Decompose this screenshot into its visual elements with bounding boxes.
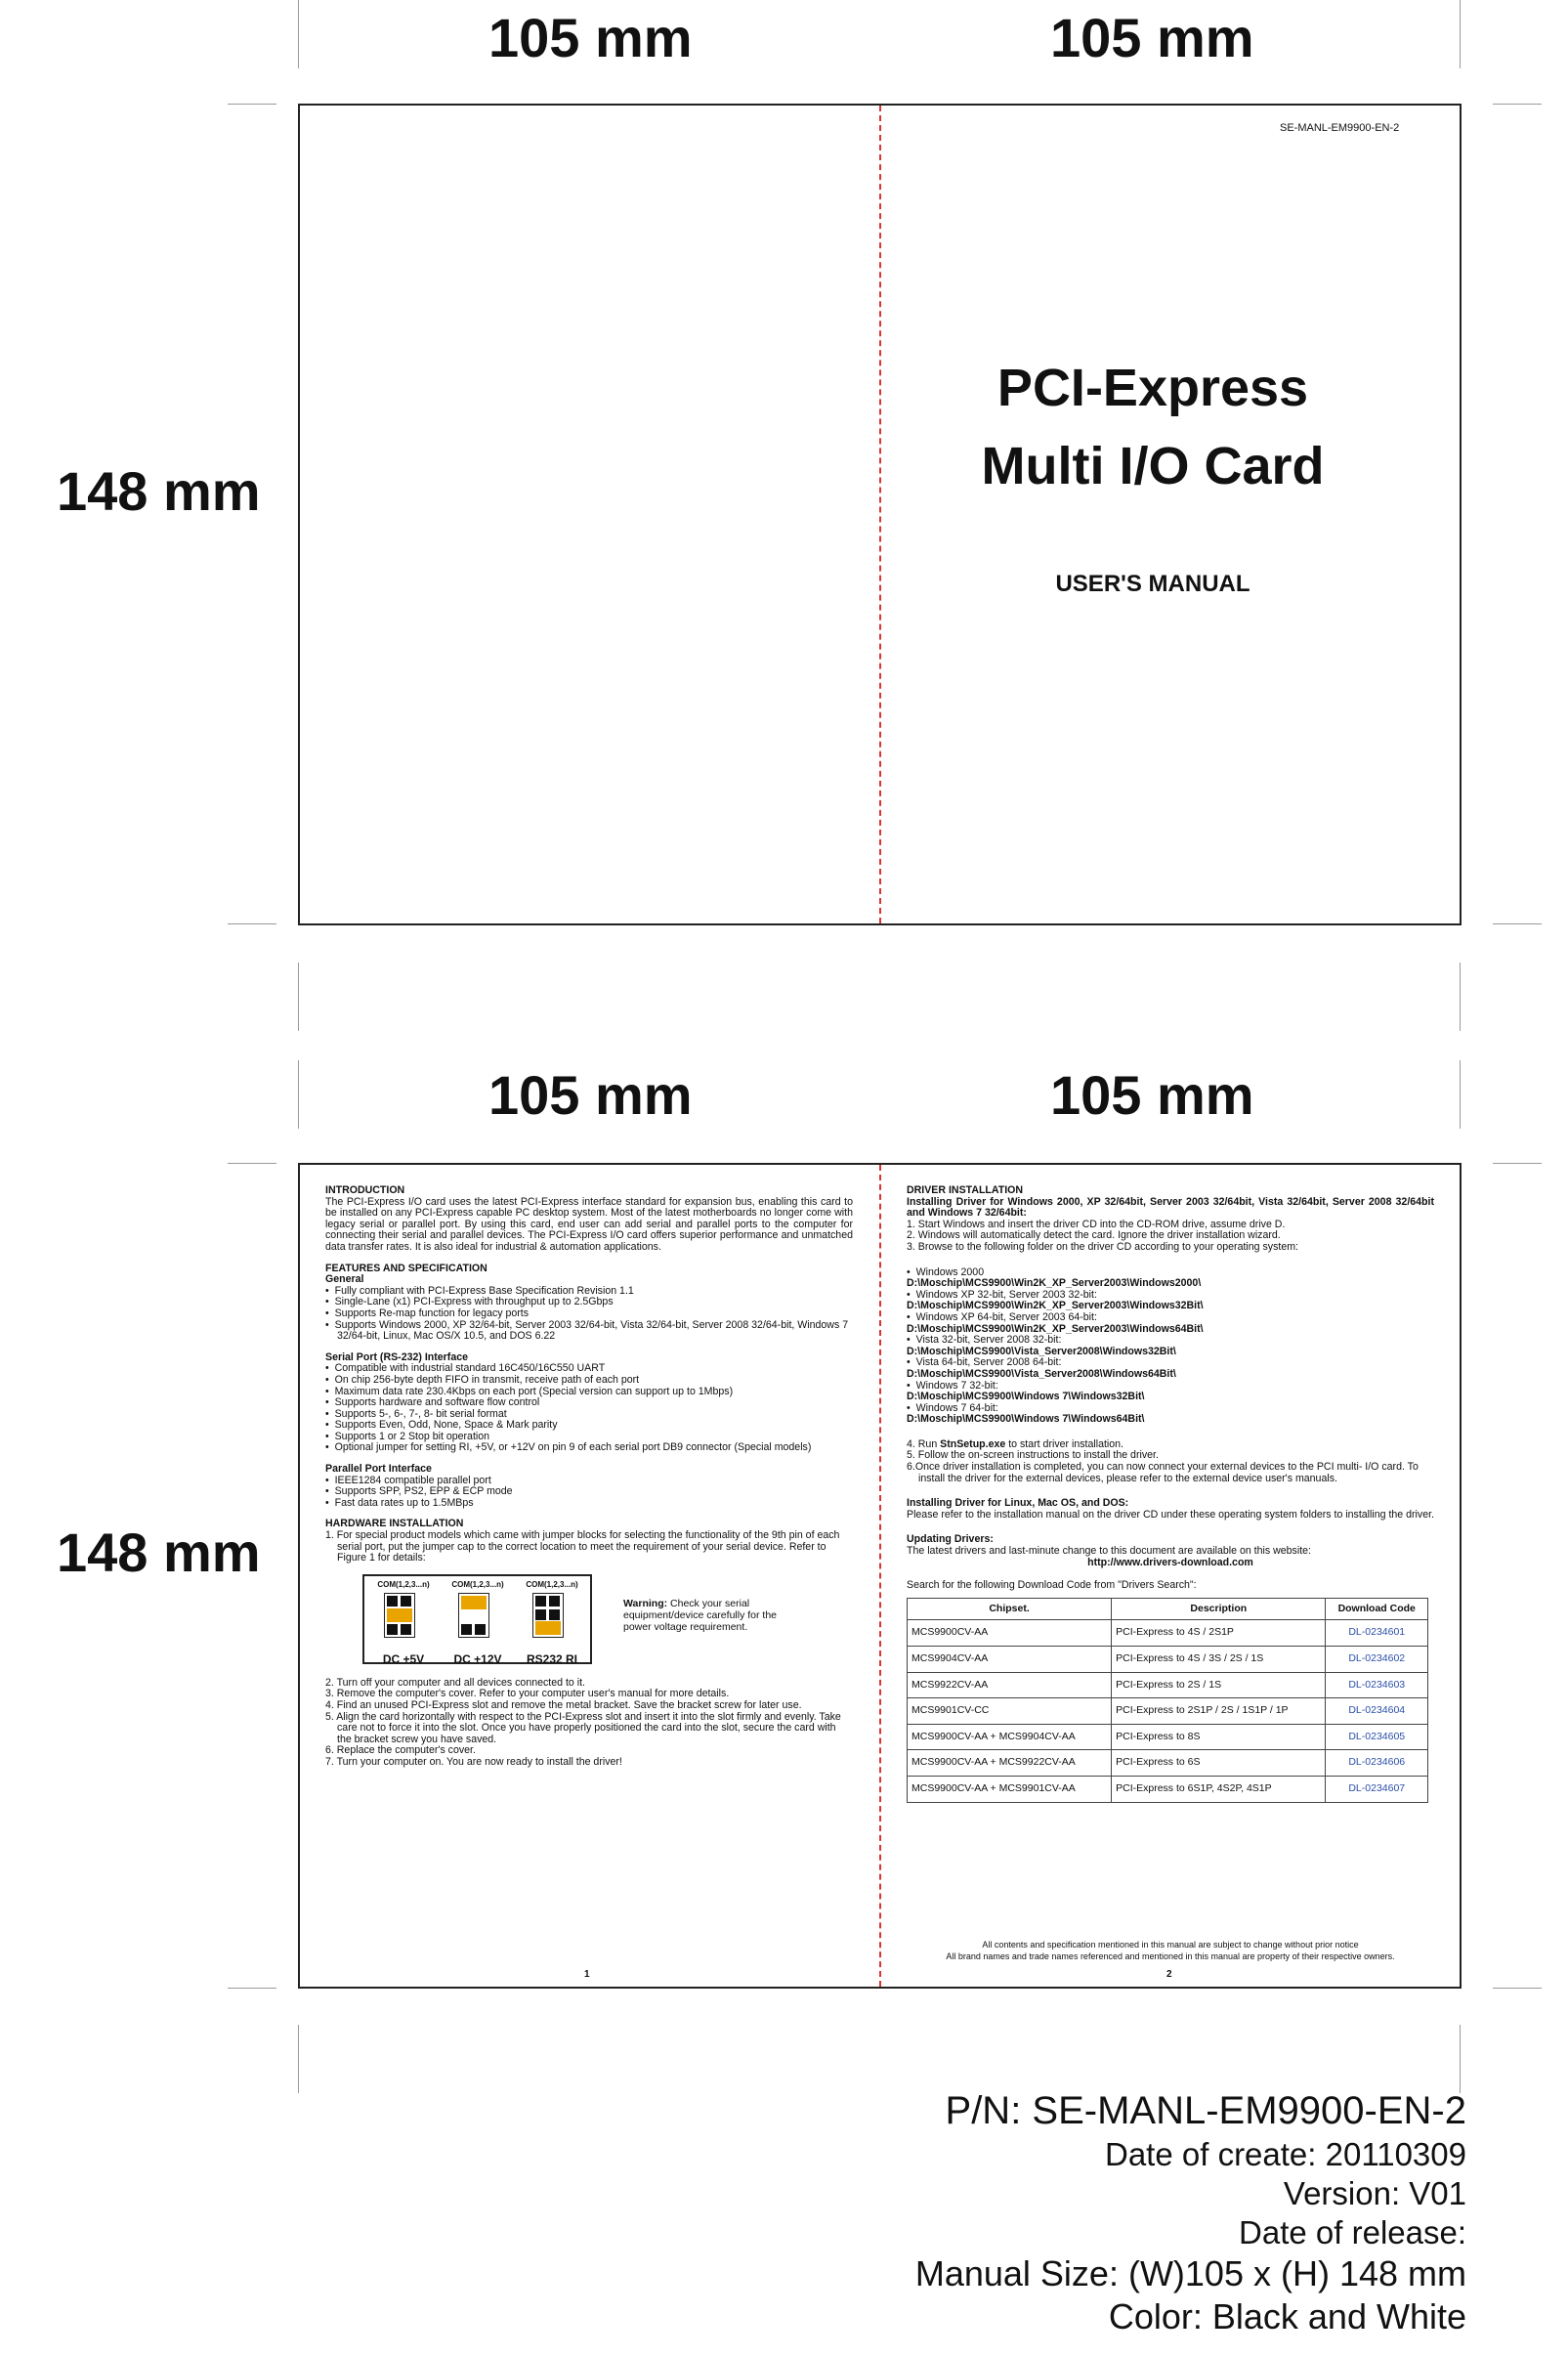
column-header: Download Code [1326,1598,1428,1620]
width-label-top-left: 105 mm [488,7,693,68]
general-item: • Supports Windows 2000, XP 32/64-bit, Server 2003 32/64-bit, Vista 32/64-bit, Server 2008 32/64-bit, Windows 7 32/64-bit, Linux, Mac OS/X 10.5, and DOS 6.22 [325,1320,853,1343]
search-text: Search for the following Download Code from "Drivers Search": [907,1579,1197,1592]
description-cell: PCI-Express to 2S / 1S [1112,1672,1326,1698]
os-path: D:\Moschip\MCS9900\Vista_Server2008\Windows64Bit\ [907,1367,1176,1380]
cover-title-line2: Multi I/O Card [981,437,1325,495]
jumper-header: COM(1,2,3...n) [526,1579,578,1589]
table-row [908,1724,1428,1750]
step4-suffix: to start driver installation. [1005,1437,1123,1450]
disclaimer [899,1939,1442,1962]
disclaimer-line: All brand names and trade names referenced and mentioned in this manual are property of their respective owners. [946,1951,1395,1961]
date-of-create: Date of create: 20110309 [1105,2136,1466,2172]
parallel-item: • Fast data rates up to 1.5MBps [325,1498,853,1510]
os-name: • Windows 7 32-bit: [907,1381,1434,1393]
install-step-6: 6.Once driver installation is completed, you can now connect your external devices to the PCI multi- I/O card. To install the driver for the external devices, please refer to the external device user's manuals. [907,1461,1419,1484]
update-text: The latest drivers and last-minute change to this document are available on this website: [907,1545,1311,1558]
windows-driver-heading: Installing Driver for Windows 2000, XP 32/64bit, Server 2003 32/64bit, Vista 32/64bit, Server 2008 32/64bit and Windows 7 32/64bit: [907,1195,1434,1220]
os-name: • Windows 2000 [907,1267,1434,1279]
crop-mark [228,104,276,105]
download-code-cell: DL-0234603 [1326,1672,1428,1698]
chipset-cell: MCS9900CV-AA [908,1620,1112,1647]
table-row [908,1620,1428,1647]
description-cell: PCI-Express to 2S1P / 2S / 1S1P / 1P [1112,1698,1326,1725]
page-1 [325,1185,853,1967]
part-number: P/N: SE-MANL-EM9900-EN-2 [945,2089,1466,2132]
serial-heading: Serial Port (RS-232) Interface [325,1350,469,1363]
update-url[interactable]: http://www.drivers-download.com [1087,1556,1253,1568]
hardware-step: 7. Turn your computer on. You are now ready to install the driver! [325,1755,622,1768]
os-path: D:\Moschip\MCS9900\Win2K_XP_Server2003\Windows32Bit\ [907,1300,1204,1312]
os-name: • Windows 7 64-bit: [907,1403,1434,1415]
jumper-label: DC +5V [382,1652,425,1667]
chipset-cell: MCS9900CV-AA + MCS9904CV-AA [908,1724,1112,1750]
serial-item: • Optional jumper for setting RI, +5V, or +12V on pin 9 of each serial port DB9 connector (Special models) [325,1442,853,1454]
jumper-label: DC +12V [453,1652,502,1667]
jumper-pins-icon [384,1593,415,1638]
crop-mark [1460,963,1461,1031]
column-header: Chipset. [908,1598,1112,1620]
height-label-bottom: 148 mm [57,1521,261,1583]
os-name: • Windows XP 64-bit, Server 2003 64-bit: [907,1312,1434,1324]
serial-item: • Supports 5-, 6-, 7-, 8- bit serial format [325,1409,853,1421]
parallel-item: • IEEE1284 compatible parallel port [325,1476,853,1487]
os-path: D:\Moschip\MCS9900\Vista_Server2008\Windows32Bit\ [907,1345,1176,1357]
jumper-header: COM(1,2,3...n) [377,1579,430,1589]
column-header: Description [1112,1598,1326,1620]
cover-subtitle: USER'S MANUAL [1055,571,1250,597]
os-name: • Windows XP 32-bit, Server 2003 32-bit: [907,1290,1434,1302]
download-code-cell: DL-0234605 [1326,1724,1428,1750]
download-code-cell: DL-0234602 [1326,1647,1428,1673]
manual-size: Manual Size: (W)105 x (H) 148 mm [914,2253,1466,2293]
warning-label: Warning: [623,1597,668,1609]
description-cell: PCI-Express to 6S1P, 4S2P, 4S1P [1112,1776,1326,1802]
description-cell: PCI-Express to 6S [1112,1750,1326,1777]
warning-note [623,1598,799,1633]
hardware-step: 4. Find an unused PCI-Express slot and remove the metal bracket. Save the bracket screw for later use. [325,1699,802,1711]
jumper-pins-icon [532,1593,564,1638]
table-row [908,1672,1428,1698]
chipset-cell: MCS9900CV-AA + MCS9901CV-AA [908,1776,1112,1802]
hardware-step: 3. Remove the computer's cover. Refer to your computer user's manual for more details. [325,1688,730,1700]
cover-title-line1: PCI-Express [996,359,1309,417]
crop-mark [1493,104,1542,105]
setup-exe-name: StnSetup.exe [940,1437,1006,1450]
jumper-label: RS232 RI [526,1652,578,1667]
fold-line-cover [879,106,881,923]
os-path: D:\Moschip\MCS9900\Win2K_XP_Server2003\Windows2000\ [907,1277,1202,1290]
page-2 [907,1185,1434,1967]
width-label-bottom-left: 105 mm [488,1064,693,1126]
crop-mark [228,1988,276,1989]
install-step-5: 5. Follow the on-screen instructions to install the driver. [907,1449,1159,1462]
general-item: • Supports Re-map function for legacy ports [325,1308,853,1320]
cover-part-code: SE-MANL-EM9900-EN-2 [1280,122,1400,134]
hardware-step: 5. Align the card horizontally with respect to the PCI-Express slot and insert it into the slot firmly and evenly. Take care not to force it into the slot. Once you have properly positioned the card into the slot, secure the card with the bracket screw you have saved. [325,1710,841,1745]
general-item: • Fully compliant with PCI-Express Base Specification Revision 1.1 [325,1286,853,1298]
page-number-1: 1 [584,1969,590,1980]
intro-heading: INTRODUCTION [325,1185,405,1196]
general-heading: General [325,1273,364,1286]
windows-step: 1. Start Windows and insert the driver CD into the CD-ROM drive, assume drive D. [907,1218,1286,1230]
table-row [908,1698,1428,1725]
table-row [908,1750,1428,1777]
crop-mark [1460,0,1461,68]
disclaimer-line: All contents and specification mentioned in this manual are subject to change without prior notice [982,1940,1359,1950]
os-path-list [907,1267,1434,1426]
page-number-2: 2 [1166,1969,1172,1980]
jumper-header: COM(1,2,3...n) [451,1579,504,1589]
jumper-rs232ri [513,1579,591,1666]
crop-mark [1493,923,1542,924]
serial-item: • On chip 256-byte depth FIFO in transmit, receive path of each port [325,1375,853,1387]
serial-item: • Supports 1 or 2 Stop bit operation [325,1432,853,1443]
crop-mark [298,0,299,68]
table-header-row [908,1598,1428,1620]
hardware-step: 6. Replace the computer's cover. [325,1744,476,1757]
crop-mark [1460,1060,1461,1129]
hardware-step-1: 1. For special product models which came with jumper blocks for selecting the functionality of the 9th pin of each serial port, put the jumper cap to the correct location to meet the requirement of your serial device. Refer to Figure 1 for details: [325,1529,840,1564]
warning-text: Check your serial equipment/device carefully for the power voltage requirement. [623,1597,778,1633]
crop-mark [298,963,299,1031]
download-code-cell: DL-0234601 [1326,1620,1428,1647]
table-row [908,1776,1428,1802]
download-code-cell: DL-0234606 [1326,1750,1428,1777]
os-path: D:\Moschip\MCS9900\Windows 7\Windows32Bit\ [907,1391,1145,1403]
general-item: • Single-Lane (x1) PCI-Express with throughput up to 2.5Gbps [325,1297,853,1308]
version: Version: V01 [1283,2175,1466,2211]
jumper-dc5v [364,1579,443,1666]
jumper-figure [325,1572,853,1670]
description-cell: PCI-Express to 8S [1112,1724,1326,1750]
features-heading: FEATURES AND SPECIFICATION [325,1262,487,1274]
crop-mark [1493,1163,1542,1164]
parallel-heading: Parallel Port Interface [325,1463,432,1476]
serial-item: • Compatible with industrial standard 16C450/16C550 UART [325,1363,853,1375]
linux-text: Please refer to the installation manual on the driver CD under these operating system folders to installing the driver. [907,1508,1434,1521]
intro-text: The PCI-Express I/O card uses the latest PCI-Express interface standard for expansion bus, enabling this card to be installed on any PCI-Express capable PC desktop system. Most of the latest motherboards no longer come with legacy serial or parallel port. By using this card, end user can add serial and parallel ports to the computer for connecting their serial and parallel devices. The PCI-Express I/O card offers superior performance and unmatched data transfer rates. It is also ideal for industrial & automation applications. [325,1195,853,1253]
download-code-cell: DL-0234604 [1326,1698,1428,1725]
parallel-item: • Supports SPP, PS2, EPP & ECP mode [325,1486,853,1498]
crop-mark [1493,1988,1542,1989]
crop-mark [1460,2025,1461,2093]
os-name: • Vista 32-bit, Server 2008 32-bit: [907,1335,1434,1347]
serial-item: • Maximum data rate 230.4Kbps on each port (Special version can support up to 1Mbps) [325,1387,853,1398]
description-cell: PCI-Express to 4S / 2S1P [1112,1620,1326,1647]
chipset-cell: MCS9900CV-AA + MCS9922CV-AA [908,1750,1112,1777]
serial-item: • Supports Even, Odd, None, Space & Mark parity [325,1420,853,1432]
chipset-cell: MCS9922CV-AA [908,1672,1112,1698]
print-color: Color: Black and White [1108,2296,1466,2336]
width-label-top-right: 105 mm [1050,7,1254,68]
download-code-table [907,1598,1428,1803]
os-path: D:\Moschip\MCS9900\Windows 7\Windows64Bit\ [907,1413,1145,1426]
crop-mark [228,1163,276,1164]
step4-prefix: 4. Run [907,1437,941,1450]
windows-step: 3. Browse to the following folder on the driver CD according to your operating system: [907,1240,1298,1253]
windows-step: 2. Windows will automatically detect the card. Ignore the driver installation wizard. [907,1229,1281,1242]
jumper-dc12v [439,1579,517,1666]
description-cell: PCI-Express to 4S / 3S / 2S / 1S [1112,1647,1326,1673]
serial-item: • Supports hardware and software flow control [325,1397,853,1409]
crop-mark [298,2025,299,2093]
crop-mark [298,1060,299,1129]
os-name: • Vista 64-bit, Server 2008 64-bit: [907,1357,1434,1369]
os-path: D:\Moschip\MCS9900\Win2K_XP_Server2003\Windows64Bit\ [907,1322,1204,1335]
height-label-top: 148 mm [57,460,261,522]
jumper-pins-icon [458,1593,489,1638]
crop-mark [228,923,276,924]
chipset-cell: MCS9904CV-AA [908,1647,1112,1673]
width-label-bottom-right: 105 mm [1050,1064,1254,1126]
chipset-cell: MCS9901CV-CC [908,1698,1112,1725]
jumper-diagram [362,1574,592,1667]
linux-heading: Installing Driver for Linux, Mac OS, and DOS: [907,1497,1129,1510]
update-heading: Updating Drivers: [907,1533,994,1546]
hardware-heading: HARDWARE INSTALLATION [325,1518,464,1530]
download-code-cell: DL-0234607 [1326,1776,1428,1802]
table-row [908,1647,1428,1673]
driver-heading: DRIVER INSTALLATION [907,1185,1024,1196]
fold-line-inner [879,1165,881,1987]
date-of-release: Date of release: [1239,2214,1466,2250]
hardware-step: 2. Turn off your computer and all devices connected to it. [325,1676,585,1689]
